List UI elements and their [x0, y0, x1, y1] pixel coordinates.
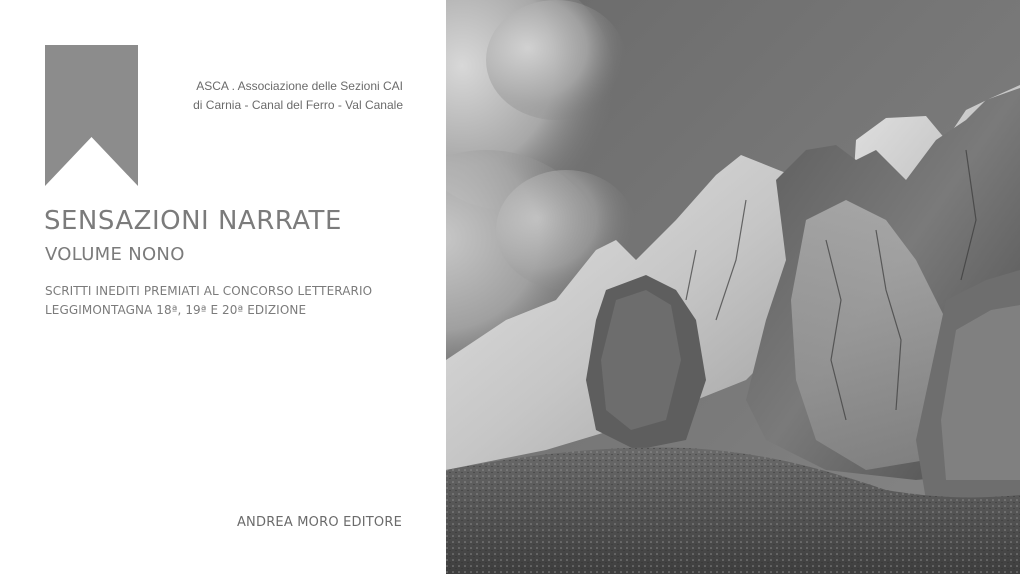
- cover-left-panel: [0, 0, 446, 574]
- association-line-1: ASCA . Associazione delle Sezioni CAI: [196, 79, 403, 93]
- bookmark-ribbon-icon: [45, 45, 138, 186]
- publisher-name: ANDREA MORO EDITORE: [236, 515, 402, 530]
- book-title: SENSAZIONI NARRATE: [44, 206, 342, 236]
- association-line-2: di Carnia - Canal del Ferro - Val Canale: [193, 98, 403, 112]
- book-description: [45, 282, 372, 320]
- mountain-photo: [446, 0, 1020, 574]
- book-subtitle: VOLUME NONO: [45, 244, 185, 265]
- description-line-2: LEGGIMONTAGNA 18ª, 19ª E 20ª EDIZIONE: [45, 303, 307, 317]
- description-line-1: SCRITTI INEDITI PREMIATI AL CONCORSO LETTERARIO: [45, 284, 373, 298]
- association-name: [103, 77, 403, 115]
